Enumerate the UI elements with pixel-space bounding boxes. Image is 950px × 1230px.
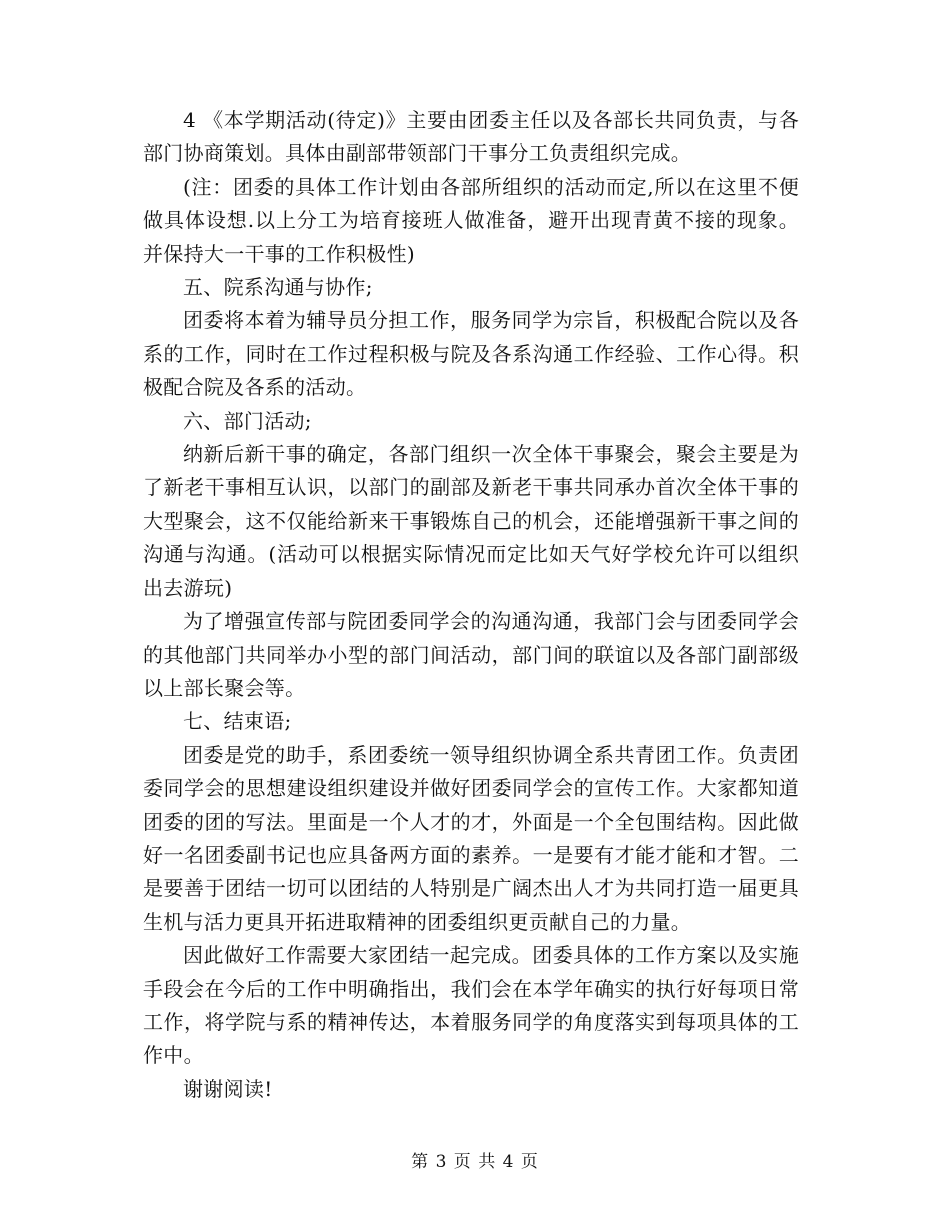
- section-heading-department-activities: 六、部门活动;: [183, 408, 312, 433]
- paragraph-joint-activities: 为了增强宣传部与院团委同学会的沟通沟通，我部门会与团委同学会的其他部门共同举办小型的部门间活动，部门间的联谊以及各部门副部级以上部长聚会等。: [143, 609, 799, 700]
- section-heading-conclusion: 七、结束语;: [183, 709, 292, 734]
- paragraph-conclusion: 团委是党的助手，系团委统一领导组织协调全系共青团工作。负责团委同学会的思想建设组织建设并做好团委同学会的宣传工作。大家都知道团委的团的写法。里面是一个人才的才，外面是一个全包围结构。因此做好一名团委副书记也应具备两方面的素养。一是要有才能才能和才智。二是要善于团结一切可以团结的人特别是广阔杰出人才为共同打造一届更具生机与活力更具开拓进取精神的团委组织更贡献自己的力量。: [143, 742, 799, 934]
- footer-middle: 页 共: [453, 1152, 497, 1172]
- paragraph-new-staff-gathering: 纳新后新干事的确定，各部门组织一次全体干事聚会，聚会主要是为了新老干事相互认识，以部门的副部及新老干事共同承办首次全体干事的大型聚会，这不仅能给新来干事锻炼自己的机会，还能增强新干事之间的沟通与沟通。(活动可以根据实际情况而定比如天气好学校允许可以组织出去游玩): [143, 442, 799, 600]
- page-footer: [0, 1147, 950, 1172]
- footer-suffix: 页: [520, 1152, 539, 1172]
- paragraph-thanks: 谢谢阅读!: [183, 1076, 273, 1101]
- document-body: [143, 104, 799, 1106]
- footer-total-pages: 4: [502, 1152, 515, 1172]
- paragraph-activity-plan: 4 《本学期活动(待定)》主要由团委主任以及各部长共同负责，与各部门协商策划。具体由副部带领部门干事分工负责组织完成。: [143, 108, 799, 166]
- footer-page-number: 3: [435, 1152, 448, 1172]
- paragraph-note: (注：团委的具体工作计划由各部所组织的活动而定,所以在这里不便做具体设想.以上分工为培育接班人做准备，避开出现青黄不接的现象。并保持大一干事的工作积极性): [143, 174, 799, 266]
- paragraph-closing: 因此做好工作需要大家团结一起完成。团委具体的工作方案以及实施手段会在今后的工作中明确指出，我们会在本学年确实的执行好每项日常工作，将学院与系的精神传达，本着服务同学的角度落实到每项具体的工作中。: [143, 943, 799, 1068]
- section-heading-coordination: 五、院系沟通与协作;: [183, 275, 373, 300]
- footer-prefix: 第: [411, 1152, 430, 1172]
- paragraph-coordination: 团委将本着为辅导员分担工作，服务同学为宗旨，积极配合院以及各系的工作，同时在工作过程积极与院及各系沟通工作经验、工作心得。积极配合院及各系的活动。: [143, 308, 799, 400]
